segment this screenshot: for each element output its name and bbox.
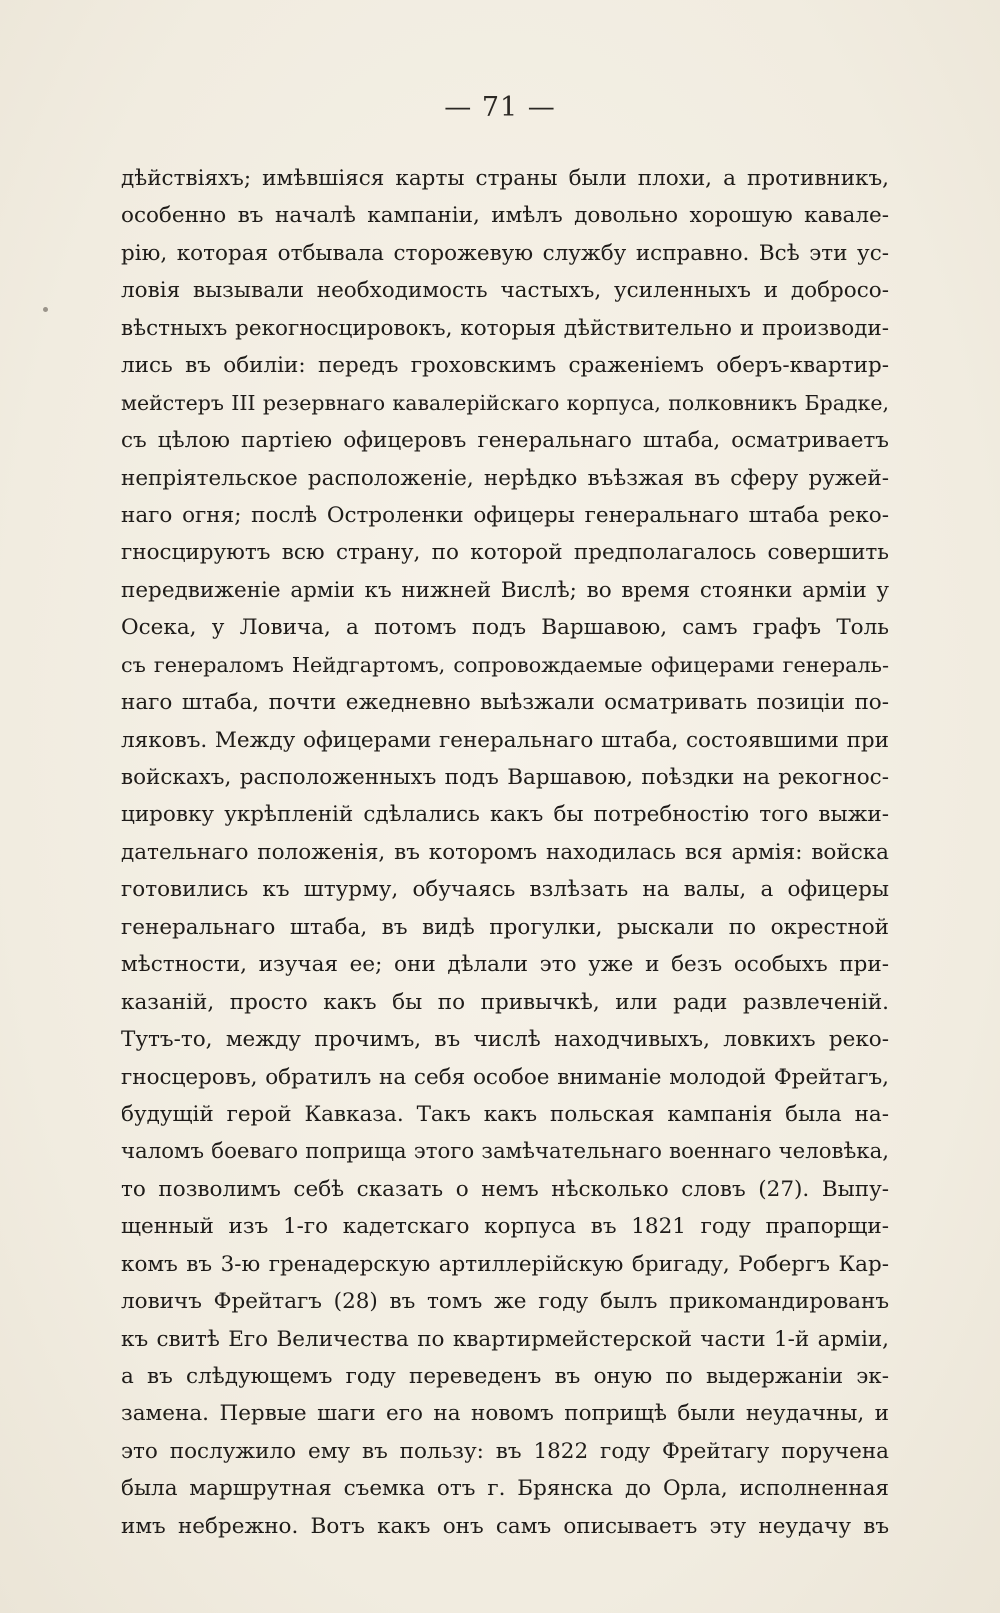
- text-line: наго штаба, почти ежедневно выѣзжали осматривать позиціи по-: [121, 690, 889, 716]
- text-line: рію, которая отбывала сторожевую службу исправно. Всѣ эти ус-: [121, 240, 889, 266]
- text-line: генеральнаго штаба, въ видѣ прогулки, рыскали по окрестной: [121, 914, 889, 940]
- text-line: Тутъ-то, между прочимъ, въ числѣ находчивыхъ, ловкихъ реко-: [121, 1027, 889, 1053]
- text-line: цировку укрѣпленій сдѣлались какъ бы потребностію того выжи-: [121, 802, 889, 828]
- text-line: Осека, у Ловича, а потомъ подъ Варшавою, самъ графъ Толь: [121, 615, 889, 641]
- text-line: готовились къ штурму, обучаясь взлѣзать на валы, а офицеры: [121, 877, 889, 903]
- text-line: а въ слѣдующемъ году переведенъ въ оную по выдержаніи эк-: [121, 1364, 889, 1389]
- text-line: дѣйствіяхъ; имѣвшіяся карты страны были плохи, а противникъ,: [121, 166, 889, 191]
- text-line: комъ въ 3-ю гренадерскую артиллерійскую бригаду, Робергъ Кар-: [121, 1251, 889, 1277]
- body-text: [121, 160, 889, 1545]
- paper-speck: [43, 307, 48, 312]
- text-line: щенный изъ 1-го кадетскаго корпуса въ 1821 году прапорщи-: [121, 1214, 889, 1240]
- text-line: съ цѣлою партіею офицеровъ генеральнаго штаба, осматриваетъ: [121, 428, 889, 454]
- text-line: будущій герой Кавказа. Такъ какъ польская кампанія была на-: [121, 1101, 889, 1127]
- text-line: мейстеръ III резервнаго кавалерійскаго корпуса, полковникъ Брадке,: [121, 390, 889, 415]
- text-line: ловичъ Фрейтагъ (28) въ томъ же году былъ прикомандированъ: [121, 1289, 889, 1315]
- text-line: къ свитѣ Его Величества по квартирмейстерской части 1-й арміи,: [121, 1326, 889, 1352]
- text-line: вѣстныхъ рекогносцировокъ, которыя дѣйствительно и производи-: [121, 315, 889, 341]
- text-line: гносцеровъ, обратилъ на себя особое вниманіе молодой Фрейтагъ,: [121, 1064, 889, 1090]
- text-line: лись въ обиліи: передъ гроховскимъ сраженіемъ оберъ-квартир-: [121, 353, 889, 379]
- text-line: ловія вызывали необходимость частыхъ, усиленныхъ и добросо-: [121, 278, 889, 304]
- text-line: казаній, просто какъ бы по привычкѣ, или ради развлеченій.: [121, 989, 889, 1015]
- text-line: особенно въ началѣ кампаніи, имѣлъ довольно хорошую кавале-: [121, 203, 889, 229]
- text-line: ляковъ. Между офицерами генеральнаго штаба, состоявшими при: [121, 727, 889, 753]
- text-line: имъ небрежно. Вотъ какъ онъ самъ описываетъ эту неудачу въ: [121, 1513, 889, 1539]
- text-line: чаломъ боеваго поприща этого замѣчательнаго военнаго человѣка,: [121, 1139, 889, 1165]
- text-line: съ генераломъ Нейдгартомъ, сопровождаемые офицерами генераль-: [121, 652, 889, 677]
- text-line: гносцируютъ всю страну, по которой предполагалось совершить: [121, 540, 889, 566]
- page-number: — 71 —: [444, 92, 556, 123]
- text-line: наго огня; послѣ Остроленки офицеры генеральнаго штаба реко-: [121, 502, 889, 528]
- text-line: дательнаго положенія, въ которомъ находилась вся армія: войска: [121, 839, 889, 865]
- text-line: мѣстности, изучая ее; они дѣлали это уже и безъ особыхъ при-: [121, 952, 889, 978]
- text-line: передвиженіе арміи къ нижней Вислѣ; во время стоянки арміи у: [121, 577, 889, 603]
- text-line: была маршрутная съемка отъ г. Брянска до Орла, исполненная: [121, 1476, 889, 1502]
- text-line: это послужило ему въ пользу: въ 1822 году Фрейтагу поручена: [121, 1438, 889, 1464]
- text-line: замена. Первые шаги его на новомъ поприщѣ были неудачны, и: [121, 1401, 889, 1427]
- text-line: непріятельское расположеніе, нерѣдко въѣзжая въ сферу ружей-: [121, 465, 889, 491]
- text-line: то позволимъ себѣ сказать о немъ нѣсколько словъ (27). Выпу-: [121, 1176, 889, 1202]
- text-line: войскахъ, расположенныхъ подъ Варшавою, поѣздки на рекогнос-: [121, 765, 889, 790]
